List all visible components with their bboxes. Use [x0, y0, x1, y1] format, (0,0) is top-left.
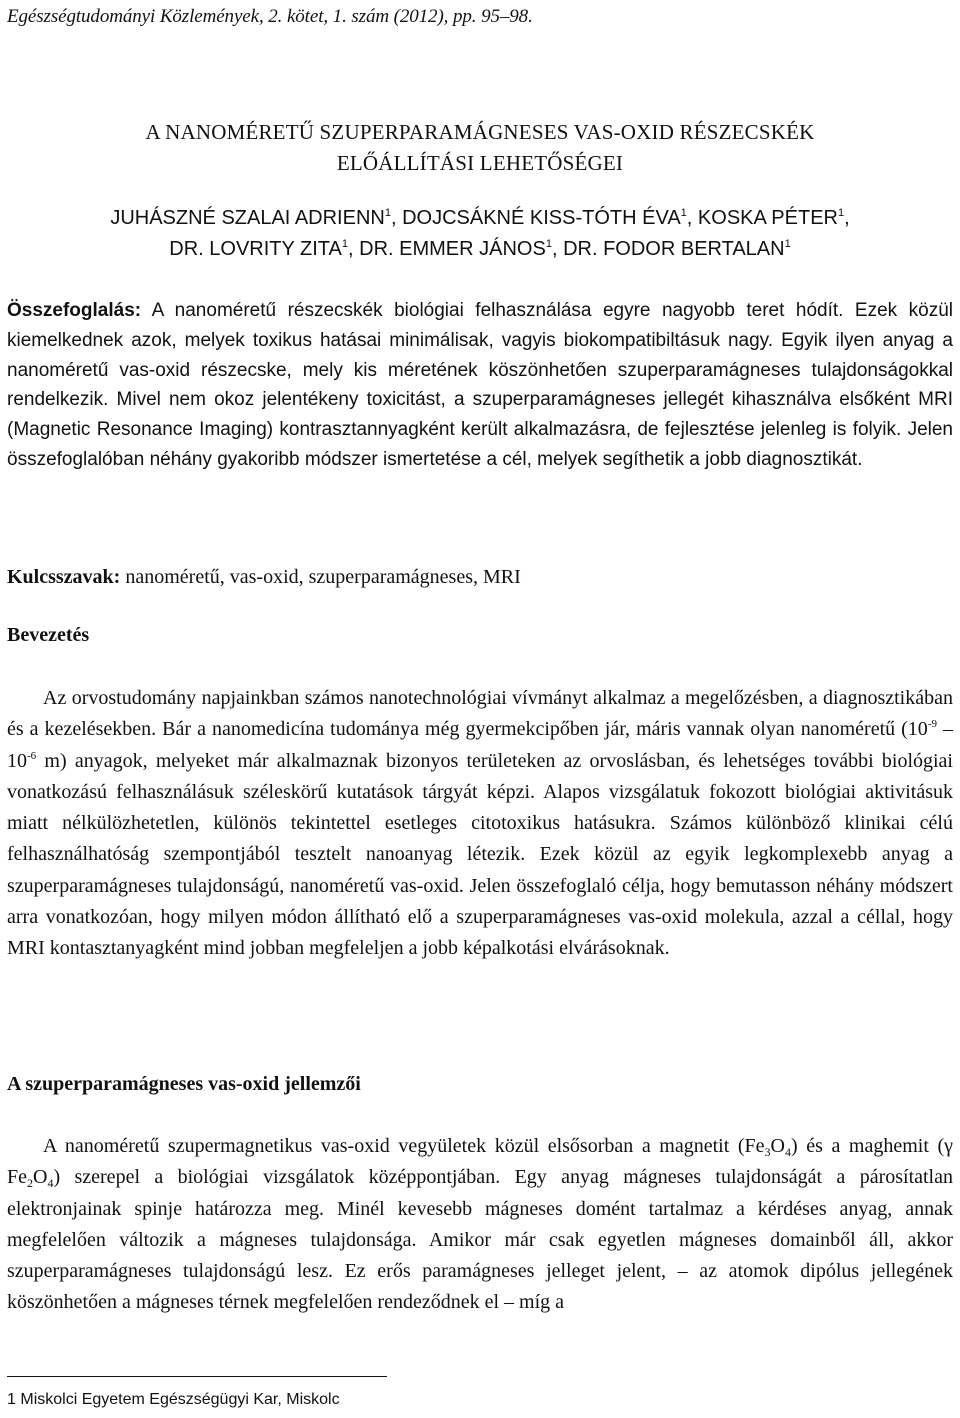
author-line-2: DR. LOVRITY ZITA$^1$, DR. EMMER JÁNOS$^1$, DR. FODOR BERTALAN$^1$ — [169, 238, 791, 260]
section-heading-intro: Bevezetés — [7, 624, 90, 646]
author-name: DR. EMMER JÁNOS — [359, 238, 546, 260]
affiliation-mark: 1 — [384, 207, 391, 219]
paragraph-text: A nanoméretű szupermagnetikus vas-oxid vegyületek közül elsősorban a magnetit (Fe — [43, 1135, 765, 1157]
properties-paragraph — [7, 1131, 953, 1319]
affiliation-mark: 1 — [545, 238, 552, 250]
paragraph-text: ) és a maghemit (γ Fe — [7, 1135, 953, 1189]
affiliation-mark: 1 — [837, 207, 845, 219]
affiliation-mark: 1 — [784, 238, 791, 250]
author-name: DR. LOVRITY ZITA — [169, 238, 342, 260]
subscript: 4 — [784, 1145, 791, 1159]
journal-citation: Egészségtudományi Közlemények, 2. kötet, 1. szám (2012), pp. 95–98. — [7, 6, 533, 27]
document-page — [7, 0, 953, 1418]
footnote-text: Miskolci Egyetem Egészségügyi Kar, Miskolc — [20, 1391, 340, 1408]
paragraph-text: O — [33, 1166, 48, 1189]
intro-paragraph — [7, 683, 953, 965]
paragraph-text: – 10 — [7, 718, 953, 772]
keywords-text: nanoméretű, vas-oxid, szuperparamágneses, MRI — [125, 566, 521, 588]
author-name: KOSKA PÉTER — [697, 207, 838, 229]
paper-title — [7, 117, 953, 179]
abstract — [7, 296, 953, 475]
paragraph-text: Az orvostudomány napjainkban számos nanotechnológiai vívmányt alkalmaz a megelőzésben, a diagnosztikában és a kezelésekben. Bár a nanomedicína tudománya még gyermekcipőben jár, máris vannak olyan nanoméretű (10 — [7, 687, 953, 741]
subscript: 3 — [764, 1145, 771, 1159]
keywords — [7, 566, 521, 589]
section-heading-properties: A szuperparamágneses vas-oxid jellemzői — [7, 1073, 361, 1095]
keywords-label: Kulcsszavak: — [7, 566, 121, 588]
subscript: 4 — [47, 1176, 54, 1191]
footnote-divider — [7, 1376, 387, 1377]
author-name: JUHÁSZNÉ SZALAI ADRIENN — [110, 207, 385, 229]
footnote — [7, 1391, 340, 1409]
paragraph-text: m) anyagok, melyeket már alkalmaznak bizonyos területeken az orvoslásban, és lehetséges további biológiai vonatkozású felhasználásuk széleskörű kutatások tárgyát képzi. Alapos vizsgálatuk fokozott biológiai aktivitásuk miatt nélkülözhetetlen, különös tekintettel esetleges citotoxikus hatásukra. Számos különböző klinikai célú felhasználhatóság szempontjából tesztelt nanoanyag létezik. Ezek közül az egyik legkomplexebb anyag a szuperparamágneses tulajdonságú, nanoméretű vas-oxid. Jelen összefoglaló célja, hogy bemutasson néhány módszert arra vonatkozóan, hogy milyen módon állítható elő a szuperparamágneses vas-oxid molekula, azzal a céllal, hogy MRI kontasztanyagként mind jobban megfeleljen a jobb képalkotási elvárásoknak. — [7, 749, 953, 960]
paragraph-text: O — [770, 1135, 785, 1157]
author-name: DOJCSÁKNÉ KISS-TÓTH ÉVA — [402, 207, 681, 229]
exponent: -6 — [27, 749, 37, 762]
subscript: 2 — [27, 1176, 33, 1191]
author-name: DR. FODOR BERTALAN — [563, 238, 785, 260]
exponent: -9 — [927, 718, 937, 731]
footnote-mark: 1 — [7, 1391, 16, 1408]
abstract-label: Összefoglalás: — [7, 300, 142, 321]
title-line-2: ELŐÁLLÍTÁSI LEHETŐSÉGEI — [336, 151, 624, 175]
title-line-1: A NANOMÉRETŰ SZUPERPARAMÁGNESES VAS-OXID RÉSZECSKÉK — [145, 120, 815, 144]
author-list — [7, 203, 953, 265]
author-line-1: JUHÁSZNÉ SZALAI ADRIENN$^1$, DOJCSÁKNÉ KISS-TÓTH ÉVA$^1$, KOSKA PÉTER$^1$, — [110, 207, 850, 229]
paragraph-text: ) szerepel a biológiai vizsgálatok középpontjában. Egy anyag mágneses tulajdonságát a párosítatlan elektronjainak spinje határozza meg. Minél kevesebb mágneses domént tartalmaz a kérdéses anyag, annak megfelelően változik a mágneses tulajdonsága. Amikor már csak egyetlen mágneses domainből áll, akkor szuperparamágneses tulajdonságú lesz. Ez erős paramágneses jelleget jelent, – az atomok dipólus jellegének köszönhetően a mágneses térnek megfelelően rendeződnek el – míg a — [7, 1166, 953, 1314]
abstract-text: A nanoméretű részecskék biológiai felhasználása egyre nagyobb teret hódít. Ezek közül kiemelkednek azok, melyek toxikus hatásai minimálisak, vagyis biokompatibiltásuk nagy. Egyik ilyen anyag a nanoméretű vas-oxid részecske, mely kis méretének köszönhetően szuperparamágneses tulajdonságokkal rendelkezik. Mivel nem okoz jelentékeny toxicitást, a szuperparamágneses jellegét kihasználva elsőként MRI (Magnetic Resonance Imaging) kontrasztannyagként került alkalmazásra, de fejlesztése jelenleg is folyik. Jelen összefoglalóban néhány gyakoribb módszer ismertetése a cél, melyek segíthetik a jobb diagnosztikát. — [7, 300, 953, 470]
affiliation-mark: 1 — [341, 238, 349, 250]
affiliation-mark: 1 — [680, 207, 687, 219]
